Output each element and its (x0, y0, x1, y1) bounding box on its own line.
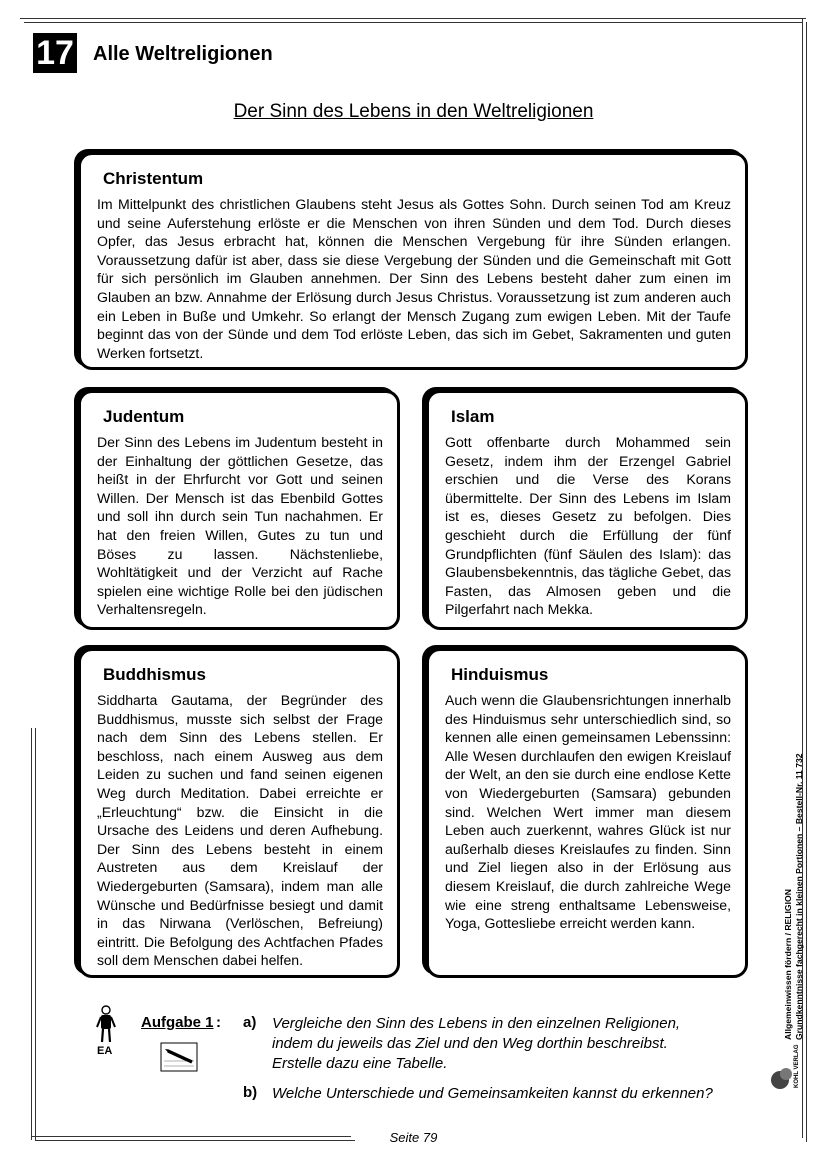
task-letter-a: a) (243, 1014, 257, 1031)
task-a-line-1: Vergleiche den Sinn des Lebens in den einzelnen Religionen, (272, 1015, 681, 1032)
box-islam (426, 390, 748, 630)
page-frame-left-inner (35, 728, 36, 1140)
task-b-text: Welche Unterschiede und Gemeinsamkeiten kannst du erkennen? (272, 1085, 713, 1102)
box-text: Im Mittelpunkt des christlichen Glaubens steht Jesus als Gottes Sohn. Durch seinen Tod am Kreuz und seine Auferstehung erlöste er die Menschen von ihren Sünden und dem Tod. Durch dieses Opfer, das Jesus erbracht hat, können die Menschen Vergebung für ihre Sünden erlangen. Voraussetzung dafür ist aber, dass sie diese Vergebung der Sünden und die Gemeinschaft mit Gott für sich persönlich im Glauben annehmen. Der Sinn des Lebens besteht daher zum einen im Glauben an bzw. Annahme der Erlösung durch Jesus Christus. Voraussetzung ist zum anderen auch ein Leben in Buße und Umkehr. So erlangt der Mensch Zugang zum ewigen Leben. Mit der Taufe beginnt das von der Sünde und dem Tod erlöste Leben, das sich im Gebet, Sakramenten und guten Werken fortsetzt. (97, 196, 731, 361)
task-a-line-3: Erstelle dazu eine Tabelle. (272, 1055, 448, 1072)
box-title: Islam (451, 407, 495, 426)
box-text: Gott offenbarte durch Mohammed sein Gesetz, indem ihm der Erzengel Gabriel erschien und die Verse des Korans übermittelte. Der Sinn des Lebens im Islam ist es, dieses Gesetz zu befolgen. Dies geschieht durch die Erfüllung der fünf Grundpflichten (fünf Säulen des Islam): das Glaubensbekenntnis, das tägliche Gebet, das Fasten, das Almosen geben und die Pilgerfahrt nach Mekka. (445, 434, 731, 618)
box-buddhismus (78, 648, 400, 978)
page-frame-left (31, 728, 32, 1140)
box-hinduismus (426, 648, 748, 978)
chapter-number: 17 (33, 33, 77, 73)
box-judentum (78, 390, 400, 630)
box-text: Auch wenn die Glaubensrichtungen innerhalb des Hinduismus sehr unterschiedlich sind, so kennen alle einen gemeinsamen Lebenssinn: Alle Wesen durchlaufen den ewigen Kreislauf der Welt, an den sie durch eine endlose Kette von Wiedergeburten (Samsara) gebunden sind. Welchen Wert immer man diesem Leben auch zuerkennt, wahres Glück ist nur außerhalb dieses Kreislaufes zu finden. Sinn und Ziel liegen also in der Erlösung aus diesem Kreislauf, die durch zahlreiche Wege wie eine streng enthaltsame Lebensweise, Yoga, Gottesliebe erreicht werden kann. (445, 692, 731, 932)
page-number: Seite 79 (389, 1130, 438, 1145)
side-line-2: Grundkenntnisse fachgerecht in kleinen Portionen – Bestell-Nr. 11 732 (794, 753, 804, 1040)
box-title: Buddhismus (103, 665, 206, 684)
task-label: Aufgabe 1 (141, 1014, 214, 1031)
box-text: Der Sinn des Lebens im Judentum besteht in der Einhaltung der göttlichen Gesetze, das heißt in der Ehrfurcht vor Gott und seinen Willen. Der Mensch ist das Ebenbild Gottes und soll ihn durch sein Tun nachahmen. Er hat den freien Willen, Gutes zu tun und Böses zu lassen. Nächstenliebe, Wohltätigkeit und der Verzicht auf Rache spielen eine wichtige Rolle bei den jüdischen Verhaltensregeln. (97, 434, 383, 618)
task-a-line-2: indem du jeweils das Ziel und den Weg dorthin beschreibst. (272, 1035, 668, 1052)
publisher-logo-icon (768, 1040, 800, 1092)
page-frame-top-inner (24, 22, 802, 23)
page-frame-top (20, 18, 806, 19)
chapter-title: Alle Weltreligionen (93, 43, 273, 65)
page-heading: Der Sinn des Lebens in den Weltreligionen (233, 101, 594, 122)
side-line-1: Allgemeinwissen fördern / RELIGION (783, 889, 793, 1040)
box-title: Hinduismus (451, 665, 549, 684)
writing-pen-icon (160, 1042, 198, 1072)
box-text: Siddharta Gautama, der Begründer des Buddhismus, musste sich selbst der Frage nach dem Sinn des Lebens stellen. Er beschloss, nach einem Ausweg aus dem Leiden zu suchen und fand seinen eigenen Weg durch Meditation. Dabei erreichte er „Erleuchtung“ bzw. die Einsicht in die Ursache des Leidens und deren Aufhebung. Der Sinn des Lebens besteht in einem Austreten aus dem Kreislauf der Wiedergeburten (Samsara), indem man alle Wünsche und Bedürfnisse besiegt und damit in das Nirwana (Verlöschen, Befreiung) eintritt. Die Befolgung des Achtfachen Pfades soll dem Menschen dabei helfen. (97, 692, 383, 969)
box-title: Judentum (103, 407, 185, 426)
work-mode-label: EA (97, 1045, 113, 1057)
task-colon: : (216, 1014, 221, 1031)
publisher-logo-text: KOHL VERLAG (794, 1044, 800, 1088)
task-letter-b: b) (243, 1084, 258, 1101)
box-christentum (78, 152, 748, 370)
publisher-side-note (783, 648, 809, 1040)
person-icon (95, 1005, 117, 1043)
box-title: Christentum (103, 169, 204, 188)
